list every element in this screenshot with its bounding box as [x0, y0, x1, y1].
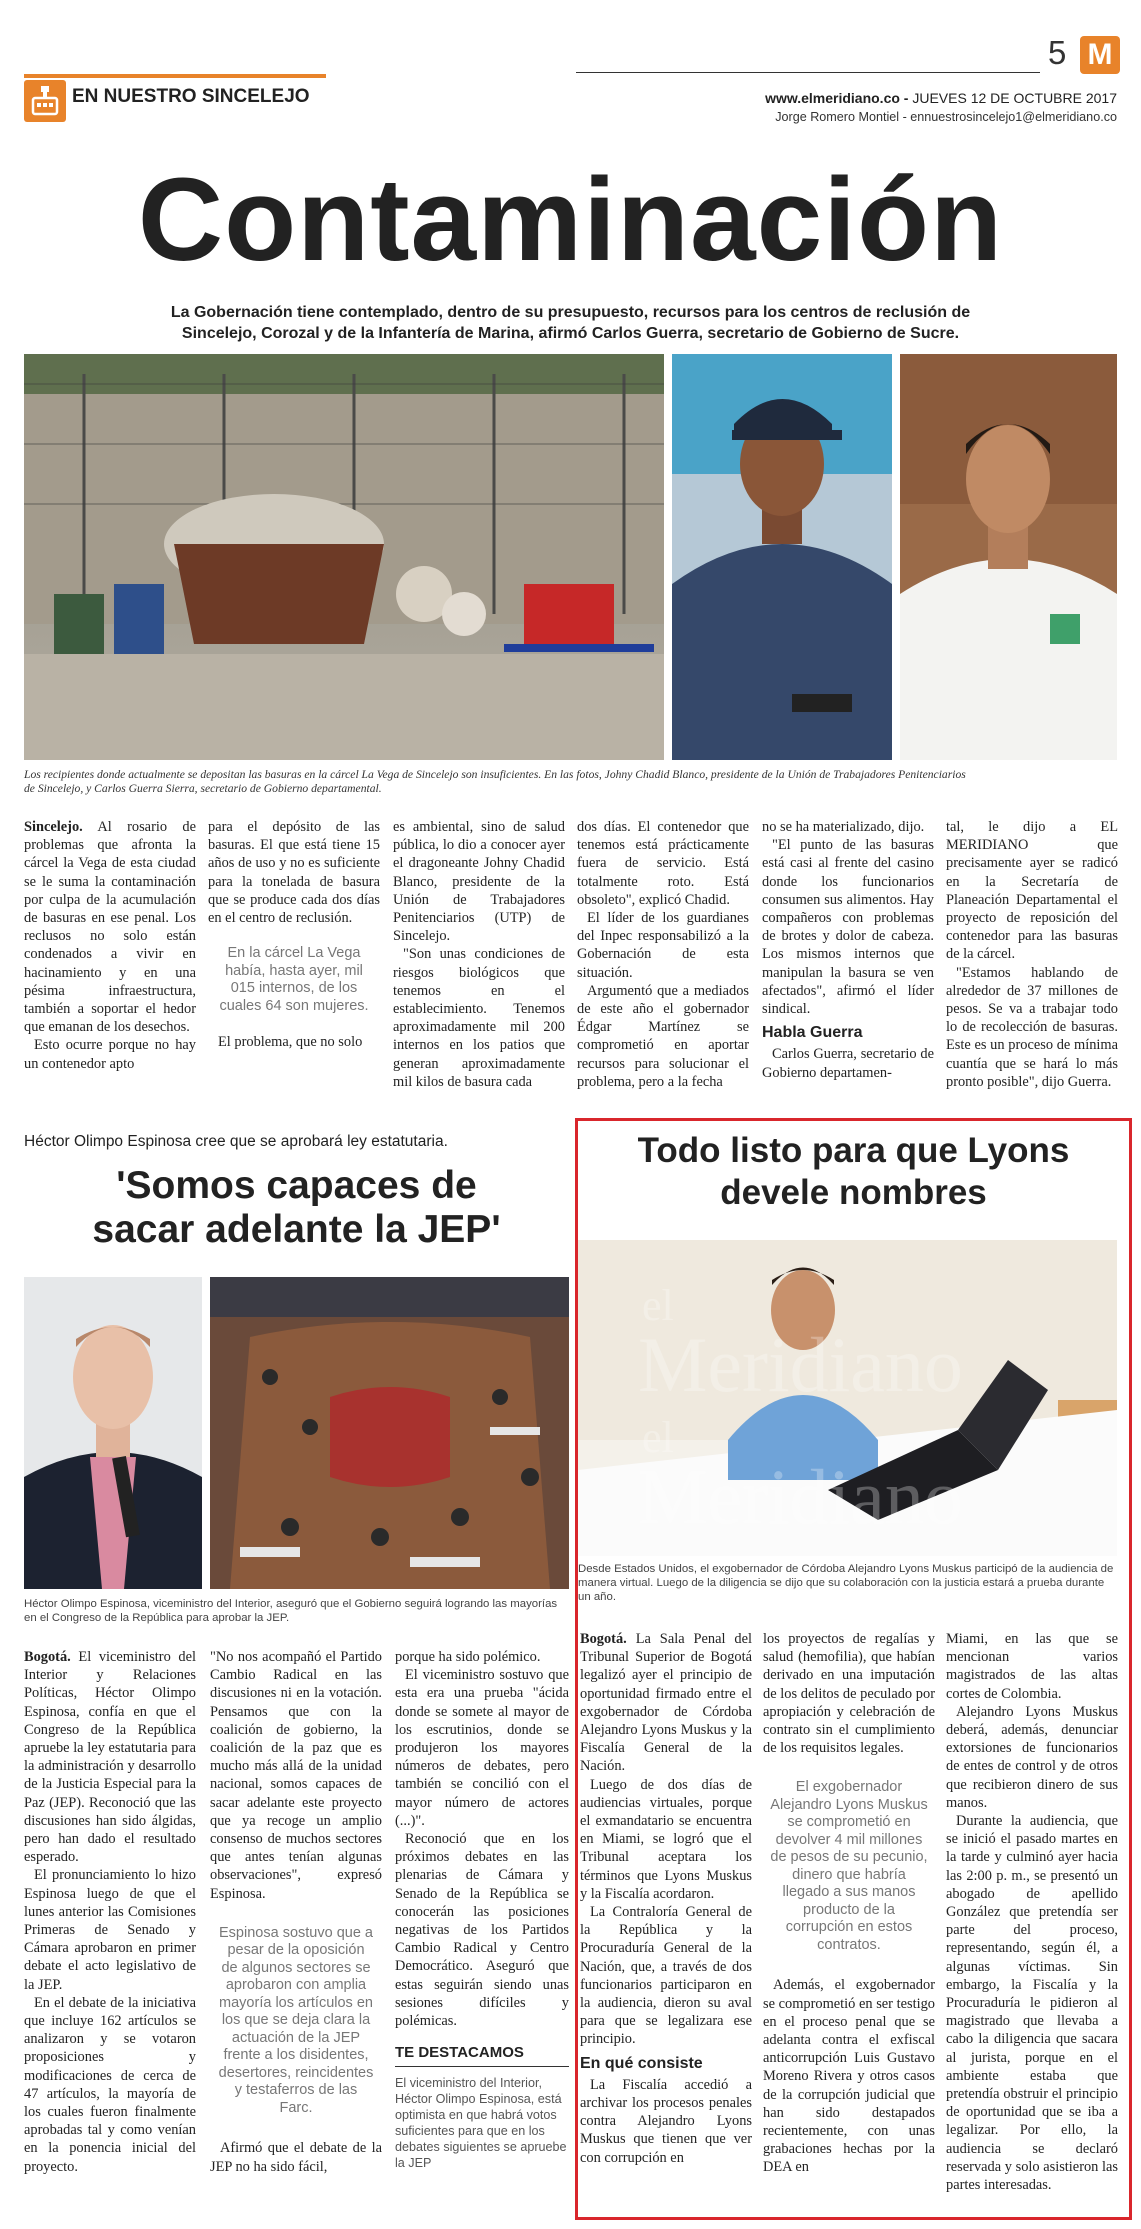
lyons-col1-p3: La Contraloría General de la República y la Procuraduría General de la Nación, que, a través de dos funcionarios participaron en la audiencia, dieron su aval para que se legalizara ese principio.	[580, 1904, 752, 2048]
watermark-line-3: el	[642, 1413, 674, 1462]
highlight-box-text: El viceministro del Interior, Héctor Olimpo Espinosa, está optimista en que habrá votos suficientes para que en los debates siguientes se apruebe la JEP	[395, 2076, 567, 2171]
lyons-caption: Desde Estados Unidos, el exgobernador de Córdoba Alejandro Lyons Muskus participó de la audiencia de manera virtual. Luego de la diligencia se dijo que su colaboración con la justicia estará a prueba durante un año.	[578, 1563, 1114, 1603]
lead-caption	[24, 768, 1124, 796]
lyons-col1-p4: La Fiscalía accedió a archivar los procesos penales contra Alejandro Lyons Muskus que tienen que ver con corrupción en	[580, 2076, 752, 2166]
jep-pullquote: Espinosa sostuvo que a pesar de la oposición de algunos sectores se aprobaron con amplia mayoría los artículos en los que se deja clara la actuación de la JEP frente a los disidentes, desertores, reincidentes y testaferros de las Farc.	[218, 1924, 374, 2116]
lyons-headline-line-1: Todo listo para que Lyons	[637, 1131, 1070, 1170]
photo-hector-espinosa	[24, 1277, 202, 1589]
lyons-col2-p2: Además, el exgobernador se comprometió en ser testigo en el proceso penal que se adelanta contra el exfiscal anticorrupción Luis Gustavo Moreno Rivera y otros casos de la corrupción judicial que han sido destapados recientemente, con unas grabaciones hechas por la DEA en	[763, 1977, 935, 2176]
lyons-col1-p2: Luego de dos días de audiencias virtuales, porque el exmandatario se encuentra en Miami, se logró que el Tribunal aceptara los términos que Lyons Muskus y la Fiscalía acordaron.	[580, 1776, 752, 1902]
lead-subhead-guerra: Habla Guerra	[762, 1024, 863, 1042]
lead-col4-p1: dos días. El contenedor que tenemos está prácticamente fuera de servicio. Está totalmente roto. Está obsoleto", explicó Chadid.	[577, 819, 749, 908]
lyons-headline	[578, 1130, 1129, 1214]
section-icon	[24, 80, 66, 122]
photo-carlos-guerra	[900, 354, 1117, 760]
lead-col3-p1: es ambiental, sino de salud pública, lo dio a conocer ayer el dragoneante Johny Chadid Blanco, presidente de la Unión de Trabajadores Penitenciarios (UTP) de Sincelejo.	[393, 819, 565, 945]
lead-col6-p2: "Estamos hablando de alrededor de 37 millones de pesos. Se va a trabajar todo lo de recolección de basuras. Este es un proceso de mínima cuantía que se hará lo más pronto posible", dijo Guerra.	[946, 964, 1118, 1090]
jep-column-3	[395, 1648, 569, 2216]
lead-col2-p1: para el depósito de las basuras. El que está tiene 15 años de uso y no es suficiente para la tonelada de basura que se produce cada dos días en el centro de reclusión.	[208, 819, 380, 927]
photo-congress-session	[210, 1277, 569, 1589]
photo-garbage-container	[24, 354, 664, 760]
lyons-headline-line-2: devele nombres	[720, 1173, 987, 1212]
lyons-col3-p1: Miami, en las que se mencionan varios magistrados de las altas cortes de Colombia.	[946, 1631, 1118, 1702]
jep-kicker: Héctor Olimpo Espinosa cree que se aprobará ley estatutaria.	[24, 1133, 448, 1150]
jep-col1-p3: En el debate de la iniciativa que incluye 162 artículos se analizaron y se votaron proposiciones y modificaciones de cerca de 47 artículos, la mayoría de los cuales fueron finalmente aprobadas tal y como venían en la ponencia inicial del proyecto.	[24, 1994, 196, 2175]
lead-pullquote: En la cárcel La Vega había, hasta ayer, mil 015 internos, de los cuales 64 son mujeres.	[219, 945, 369, 1014]
lyons-col3-p2: Alejandro Lyons Muskus deberá, además, denunciar extorsiones de funcionarios de entes de control y de otros que recibieron dinero de sus manos.	[946, 1703, 1118, 1811]
lead-column-1	[24, 818, 196, 1112]
section-rule	[24, 74, 326, 78]
header-rule	[576, 72, 1040, 73]
jep-col2-p1: "No nos acompañó el Partido Cambio Radical en las discusiones ni en la votación. Pensamos que con la coalición de gobierno, la coalición de la paz que es mucho más allá de la unidad nacional, somos capaces de sacar adelante este proyecto que ya recoge un amplio consenso de muchos sectores que antes tenían algunas observaciones", expresó Espinosa.	[210, 1649, 382, 1902]
lyons-col1-p1: La Sala Penal del Tribunal Superior de Bogotá legalizó ayer el principio de oportunidad firmado entre el exgobernador de Córdoba Alejandro Lyons Muskus y la Fiscalía General de la Nación.	[580, 1631, 752, 1775]
jep-col1-p1: El viceministro del Interior y Relaciones Políticas, Héctor Olimpo Espinosa, confía en que el Congreso de la República apruebe la ley estatutaria para la administración y desarrollo de la Justicia Especial para la Paz (JEP). Reconoció que las discusiones han sido álgidas, pero han dado el resultado esperado.	[24, 1649, 196, 1866]
deck-line-1: La Gobernación tiene contemplado, dentro de su presupuesto, recursos para los centros de reclusión de	[170, 304, 971, 321]
lead-column-3	[393, 818, 565, 1112]
jep-col3-p2: El viceministro sostuvo que esta era una prueba "ácida donde se somete al mayor de los escrutinios, donde se produjeron los mayores números de debates, pero también se concilió con el mayor número de actores (...)".	[395, 1667, 569, 1829]
watermark	[578, 1240, 1117, 1556]
lyons-subhead: En qué consiste	[580, 2054, 703, 2072]
dateline	[765, 90, 1117, 106]
jep-column-1	[24, 1648, 196, 2216]
lead-col2-p2: El problema, que no solo	[218, 1034, 363, 1051]
photo-lyons-videoconference	[578, 1240, 1117, 1556]
headline-contaminacion: Contaminación	[137, 154, 1004, 286]
lead-col4-p2: El líder de los guardianes del Inpec responsabilizó a la Gobernación de esta situación.	[577, 910, 749, 981]
author-line: Jorge Romero Montiel - ennuestrosincelejo1@elmeridiano.co	[775, 110, 1117, 124]
lead-caption-line-2: de Sincelejo, y Carlos Guerra Sierra, secretario de Gobierno departamental.	[24, 782, 382, 795]
lead-caption-line-1: Los recipientes donde actualmente se depositan las basuras en la cárcel La Vega de Sincelejo son insuficientes. En las fotos, Johny Chadid Blanco, presidente de la Unión de Trabajadores Penitenciarios	[24, 768, 966, 781]
watermark-line-2: Meridiano	[638, 1321, 963, 1408]
lead-col3-p2: "Son unas condiciones de riesgos biológicos que tenemos en el establecimiento. Tenemos aproximadamente mil 200 internos en los patios que generan aproximadamente mil kilos de basura cada	[393, 946, 565, 1090]
lead-col4-p3: Argumentó que a mediados de este año el gobernador Édgar Martínez se comprometió en aportar recursos para solucionar el problema, pero a la fecha	[577, 982, 749, 1090]
jep-dateline: Bogotá.	[24, 1649, 71, 1665]
brand-logo-letter: M	[1087, 38, 1113, 71]
highlight-box-title: TE DESTACAMOS	[395, 2044, 569, 2067]
lyons-column-2	[763, 1630, 935, 2216]
deck-line-2: Sincelejo, Corozal y de la Infantería de Marina, afirmó Carlos Guerra, secretario de Gobierno de Sucre.	[181, 325, 960, 342]
lead-col6-p1: tal, le dijo a EL MERIDIANO que precisamente ayer se radicó en la Secretaría de Planeación Departamental el proyecto de reposición del contenedor para las basuras de la cárcel.	[946, 819, 1118, 963]
jep-col3-p3: Reconoció que en los próximos debates en las plenarias de Cámara y Senado de la República se conocerán las posiciones negativas de los Partidos Cambio Radical y Centro Democrático. Aseguró que estas seguirán siendo unas sesiones difíciles y polémicas.	[395, 1831, 569, 2030]
jep-headline	[24, 1164, 569, 1252]
lead-col1-p2: Esto ocurre porque no hay un contenedor apto	[24, 1037, 196, 1072]
lyons-column-1	[580, 1630, 752, 2216]
lyons-dateline: Bogotá.	[580, 1631, 627, 1647]
lead-col5-p1: no se ha materializado, dijo.	[762, 819, 925, 835]
page-number: 5	[1048, 34, 1067, 71]
section-title: EN NUESTRO SINCELEJO	[72, 86, 310, 107]
jep-column-2	[210, 1648, 382, 2216]
lead-column-5	[762, 818, 934, 1112]
lyons-col3-p3: Durante la audiencia, que se inició el pasado martes en la tarde y culminó ayer hacia las 2:00 p. m., se presentó un abogado de apellido González que pretendía ser parte del proceso, representando, según él, a algunas víctimas. Sin embargo, la Fiscalía y la Procuraduría le pidieron al magistrado que llevaba a cabo la diligencia que sacara al jurista, porque en el ambiente estaba que pretendía obstruir el principio de oportunidad que se iba a legalizar. Por ello, la audiencia se declaró reservada y solo asistieron las partes interesadas.	[946, 1813, 1118, 2194]
jep-headline-line-1: 'Somos capaces de	[116, 1164, 477, 1207]
lyons-col2-p1: los proyectos de regalías y salud (hemofilia), que habían derivado en una imputación de los delitos de peculado por apropiación y celebración de contrato sin el cumplimiento de los requisitos legales.	[763, 1631, 935, 1757]
watermark-line-1: el	[642, 1281, 674, 1330]
lyons-pullquote: El exgobernador Alejandro Lyons Muskus se comprometió en devolver 4 mil millones de pesos de su pecunio, dinero que habría llegado a sus manos producto de la corrupción en estos contratos.	[770, 1779, 928, 1953]
lead-col5-p3: Carlos Guerra, secretario de Gobierno departamen-	[762, 1046, 934, 1081]
brand-logo	[1080, 36, 1120, 74]
lead-col5-p2: "El punto de las basuras está casi al frente del casino donde los funcionarios consumen sus alimentos. Hay compañeros con problemas de brotes y dolor de cabeza. Los mismos internos que manipulan la basura se ven afectados", afirmó el líder sindical.	[762, 837, 934, 1018]
lead-column-4	[577, 818, 749, 1112]
jep-col3-p1: porque ha sido polémico.	[395, 1649, 541, 1665]
issue-date: JUEVES 12 DE OCTUBRE 2017	[912, 90, 1117, 106]
watermark-line-4: Meridiano	[638, 1453, 963, 1540]
lead-col1-p1: Al rosario de problemas que afronta la cárcel la Vega de esta ciudad se le suma la contaminación por culpa de la acumulación de basuras en ese penal. Los reclusos no solo están condenados a vivir en hacinamiento y en una pésima infraestructura, también a soportar el hedor que emanan de los desechos.	[24, 819, 196, 1036]
photo-johny-chadid	[672, 354, 892, 760]
jep-caption: Héctor Olimpo Espinosa, viceministro del Interior, aseguró que el Gobierno seguirá logrando las mayorías en el Congreso de la República para aprobar la JEP.	[24, 1598, 558, 1624]
lyons-column-3	[946, 1630, 1118, 2216]
lead-column-2	[208, 818, 380, 1112]
site-url[interactable]: www.elmeridiano.co -	[765, 90, 909, 106]
jep-col2-p2: Afirmó que el debate de la JEP no ha sido fácil,	[210, 2140, 382, 2175]
jep-col1-p2: El pronunciamiento lo hizo Espinosa luego de que el lunes anterior las Comisiones Primeras de Senado y Cámara aprobaron en primer debate el acto legislativo de la JEP.	[24, 1867, 196, 1993]
lead-deck	[60, 302, 1081, 344]
lead-column-6	[946, 818, 1118, 1112]
jep-headline-line-2: sacar adelante la JEP'	[92, 1208, 501, 1251]
lead-dateline: Sincelejo.	[24, 819, 83, 835]
